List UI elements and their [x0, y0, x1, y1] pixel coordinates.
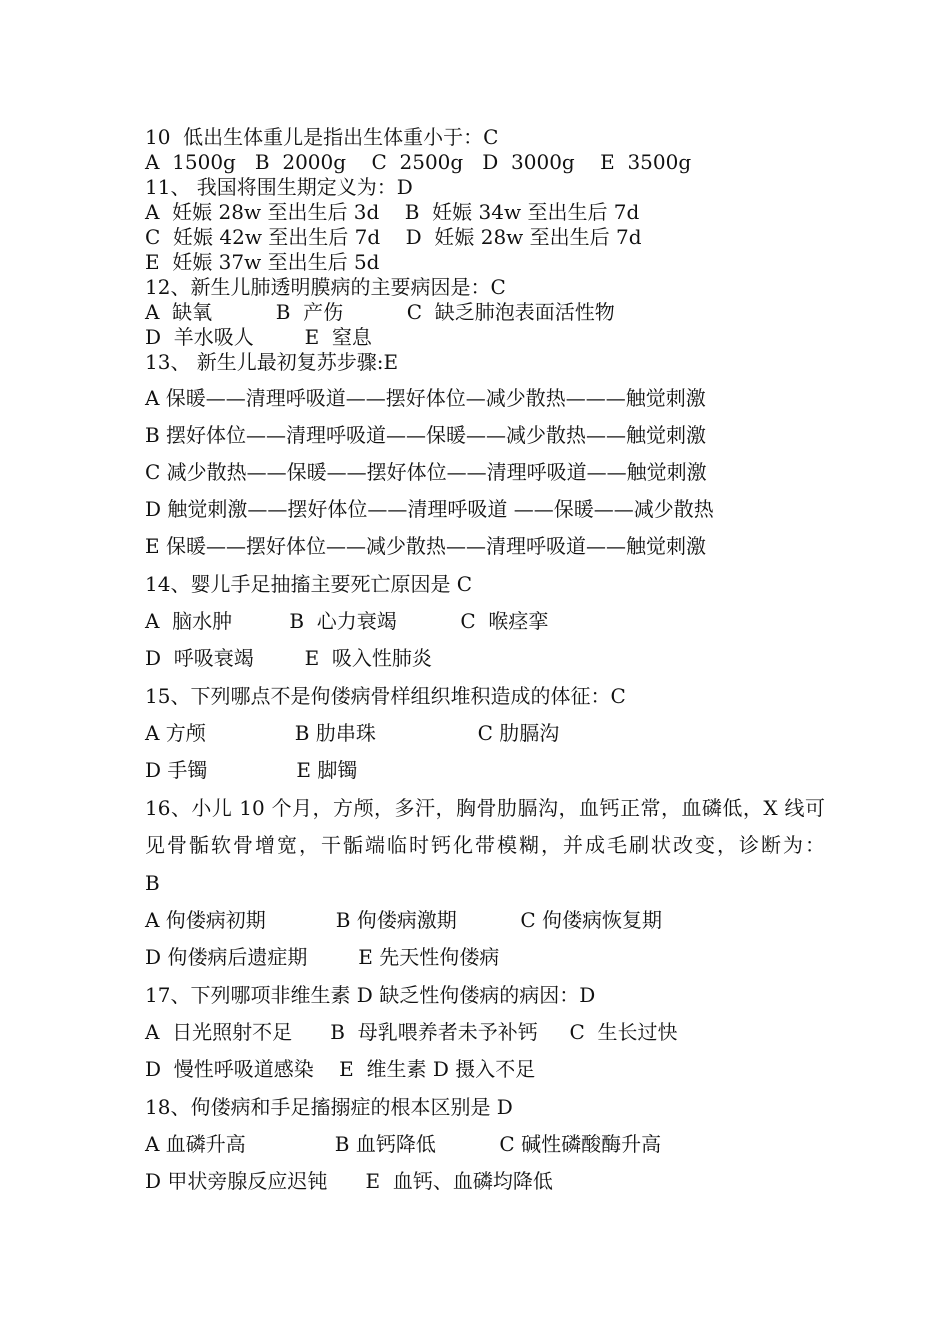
question-11: 11、 我国将围生期定义为：D — [145, 175, 413, 199]
question-13-option-a: A 保暖——清理呼吸道——摆好体位—减少散热———触觉刺激 — [145, 386, 706, 410]
question-18: 18、佝偻病和手足搐搦症的根本区别是 D — [145, 1095, 513, 1119]
question-18-options-de: D 甲状旁腺反应迟钝 E 血钙、血磷均降低 — [145, 1169, 553, 1193]
question-18-options-abc: A 血磷升高 B 血钙降低 C 碱性磷酸酶升高 — [145, 1132, 662, 1156]
question-10: 10 低出生体重儿是指出生体重小于：C — [145, 125, 499, 149]
question-16-answer: B — [145, 871, 160, 895]
question-14: 14、婴儿手足抽搐主要死亡原因是 C — [145, 572, 473, 596]
question-11-options-ab: A 妊娠 28w 至出生后 3d B 妊娠 34w 至出生后 7d — [145, 200, 640, 224]
question-15-options-de: D 手镯 E 脚镯 — [145, 758, 358, 782]
question-15: 15、下列哪点不是佝偻病骨样组织堆积造成的体征：C — [145, 684, 626, 708]
question-13-option-b: B 摆好体位——清理呼吸道——保暖——减少散热——触觉刺激 — [145, 423, 707, 447]
question-12: 12、新生儿肺透明膜病的主要病因是：C — [145, 275, 506, 299]
question-17-options-de: D 慢性呼吸道感染 E 维生素 D 摄入不足 — [145, 1057, 536, 1081]
question-16-options-de: D 佝偻病后遗症期 E 先天性佝偻病 — [145, 945, 500, 969]
question-15-options-abc: A 方颅 B 肋串珠 C 肋膈沟 — [145, 721, 560, 745]
question-11-option-e: E 妊娠 37w 至出生后 5d — [145, 250, 380, 274]
question-16-line-2: 见骨骺软骨增宽，干骺端临时钙化带模糊，并成毛刷状改变，诊断为： — [145, 833, 825, 857]
question-13: 13、 新生儿最初复苏步骤:E — [145, 350, 399, 374]
question-13-option-c: C 减少散热——保暖——摆好体位——清理呼吸道——触觉刺激 — [145, 460, 707, 484]
question-16-options-abc: A 佝偻病初期 B 佝偻病激期 C 佝偻病恢复期 — [145, 908, 663, 932]
question-14-options-abc: A 脑水肿 B 心力衰竭 C 喉痉挛 — [145, 609, 549, 633]
question-17: 17、下列哪项非维生素 D 缺乏性佝偻病的病因：D — [145, 983, 596, 1007]
question-12-options-abc: A 缺氧 B 产伤 C 缺乏肺泡表面活性物 — [145, 300, 615, 324]
question-11-options-cd: C 妊娠 42w 至出生后 7d D 妊娠 28w 至出生后 7d — [145, 225, 642, 249]
question-13-option-d: D 触觉刺激——摆好体位——清理呼吸道 ——保暖——减少散热 — [145, 497, 714, 521]
question-14-options-de: D 呼吸衰竭 E 吸入性肺炎 — [145, 646, 432, 670]
question-12-options-de: D 羊水吸人 E 窒息 — [145, 325, 372, 349]
question-16-line-1: 16、小儿 10 个月，方颅，多汗，胸骨肋膈沟，血钙正常，血磷低，X 线可 — [145, 796, 825, 820]
question-13-option-e: E 保暖——摆好体位——减少散热——清理呼吸道——触觉刺激 — [145, 534, 706, 558]
question-17-options-abc: A 日光照射不足 B 母乳喂养者未予补钙 C 生长过快 — [145, 1020, 678, 1044]
question-10-options: A 1500g B 2000g C 2500g D 3000g E 3500g — [145, 150, 692, 174]
